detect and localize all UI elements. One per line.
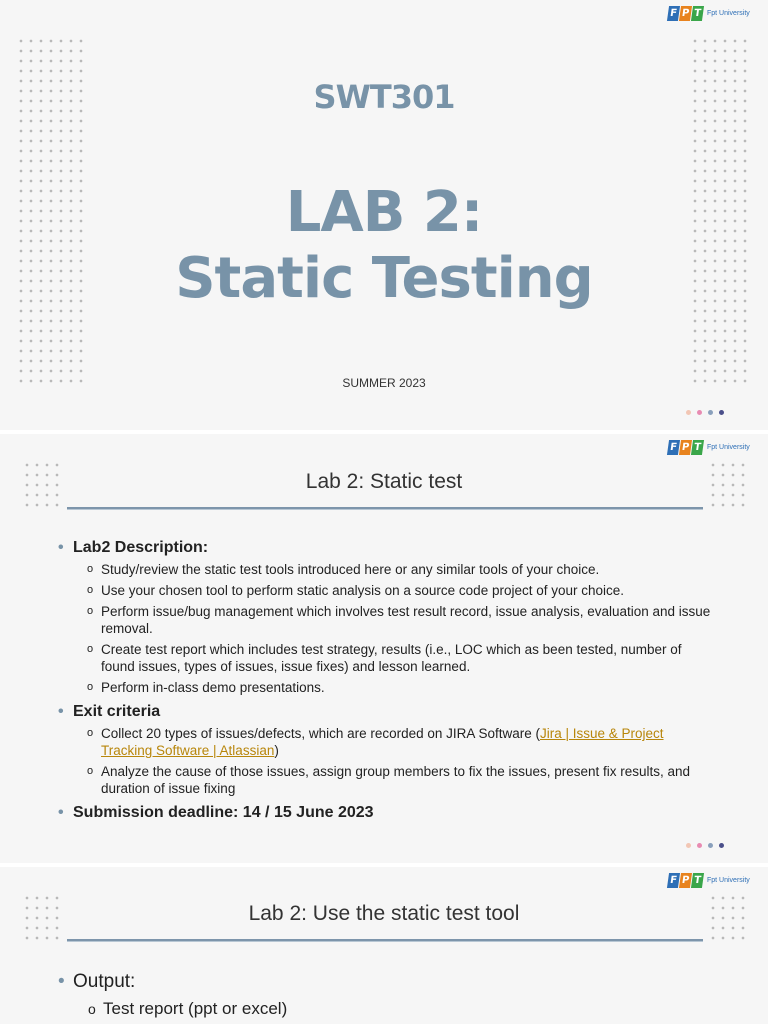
dot-icon (686, 410, 691, 415)
logo-text: Fpt University (707, 10, 750, 17)
logo-text: Fpt University (707, 444, 750, 451)
section-heading-exit-criteria: • Exit criteria (58, 702, 718, 722)
fpt-university-logo (668, 6, 750, 21)
slide-content (58, 534, 718, 823)
slide-title: Lab 2: Static test (305, 470, 463, 493)
slide-title: Lab 2: Use the static test tool (248, 902, 520, 925)
fpt-university-logo (668, 873, 750, 888)
course-code: SWT301 (313, 78, 455, 116)
jira-link[interactable]: Jira | Issue & Project Tracking Software | Atlassian (101, 726, 664, 758)
list-item: o Analyze the cause of those issues, assign group members to fix the issues, present fix results, and duration of issue fixing (58, 763, 718, 797)
dot-icon (708, 410, 713, 415)
dot-icon (686, 843, 691, 848)
logo-letter-f: F (667, 6, 680, 21)
list-item: o Perform issue/bug management which involves test result record, issue analysis, evaluation and issue removal. (58, 603, 718, 637)
dot-icon (719, 843, 724, 848)
list-item: o Use your chosen tool to perform static analysis on a source code project of your choice. (58, 582, 718, 599)
logo-letter-p: P (679, 440, 692, 455)
dot-icon (697, 410, 702, 415)
list-item: o Create test report which includes test strategy, results (i.e., LOC which as been tested, number of found issues, types of issues, issue fixes) and lesson learned. (58, 641, 718, 675)
decorative-colored-dots (686, 843, 724, 848)
logo-letter-f: F (667, 873, 680, 888)
logo-letter-f: F (667, 440, 680, 455)
logo-letter-p: P (679, 873, 692, 888)
logo-letter-t: T (691, 873, 704, 888)
dot-icon (708, 843, 713, 848)
logo-letter-t: T (691, 6, 704, 21)
static-test-slide (0, 434, 768, 863)
static-test-tool-slide (0, 867, 768, 1024)
slide-title-line2: Static Testing (175, 246, 593, 311)
slide-title-line1: LAB 2: (285, 180, 483, 245)
slide-title (0, 180, 768, 312)
list-item: o Perform in-class demo presentations. (58, 679, 718, 696)
term-label: SUMMER 2023 (342, 376, 426, 390)
logo-letter-p: P (679, 6, 692, 21)
exit-criteria-list (58, 725, 718, 797)
section-heading-deadline: • Submission deadline: 14 / 15 June 2023 (58, 803, 718, 823)
dot-icon (719, 410, 724, 415)
description-list (58, 561, 718, 696)
title-divider (67, 507, 703, 510)
list-item (58, 725, 718, 759)
title-divider (67, 939, 703, 942)
section-heading-output: • Output: (58, 969, 718, 995)
list-item: o Test report (ppt or excel) (58, 997, 718, 1021)
logo-letter-t: T (691, 440, 704, 455)
list-item: o Study/review the static test tools introduced here or any similar tools of your choice. (58, 561, 718, 578)
list-item-text: ) (274, 743, 279, 758)
title-slide (0, 0, 768, 430)
dot-icon (697, 843, 702, 848)
logo-text: Fpt University (707, 877, 750, 884)
section-heading-description: • Lab2 Description: (58, 538, 718, 558)
slide-content (58, 965, 718, 1024)
fpt-university-logo (668, 440, 750, 455)
decorative-colored-dots (686, 410, 724, 415)
list-item-text: Collect 20 types of issues/defects, which are recorded on JIRA Software ( (101, 726, 540, 741)
